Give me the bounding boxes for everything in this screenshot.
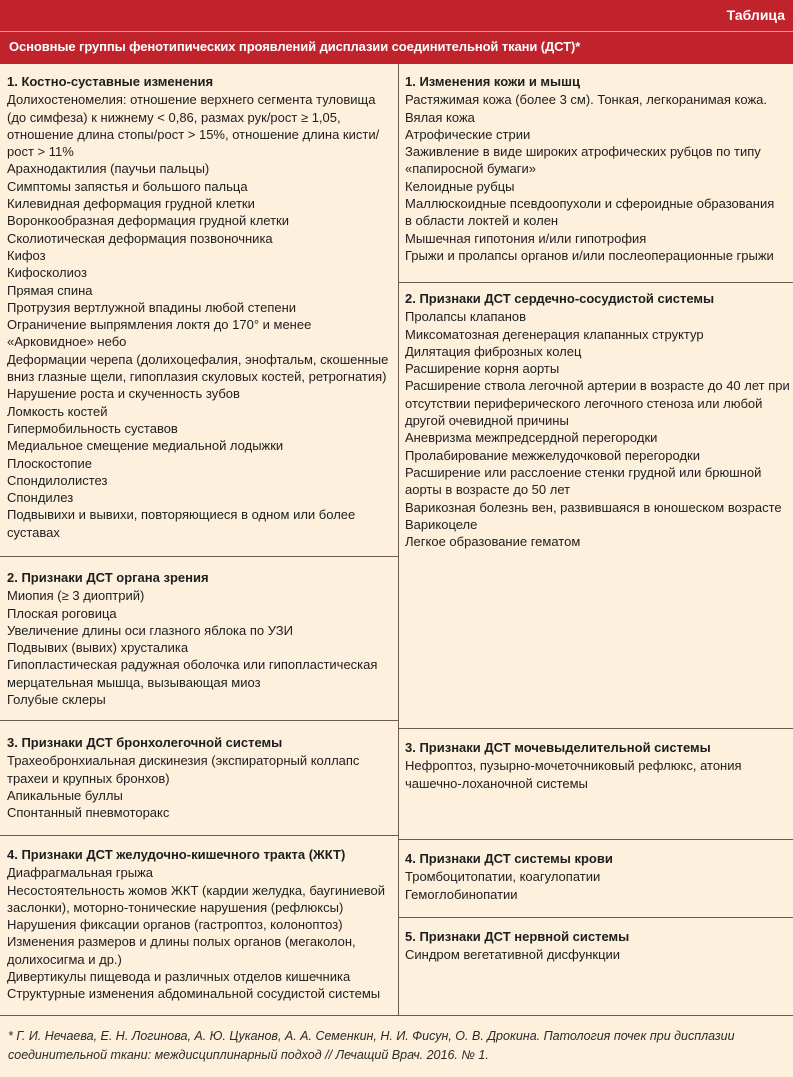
item-list — [7, 91, 393, 541]
list-item: Синдром вегетативной дисфункции — [405, 947, 621, 963]
table-label: Таблица — [726, 7, 785, 23]
list-item: Нефроптоз, пузырно-мочеточниковый рефлюкс, атония — [405, 758, 742, 774]
list-item: Плоская роговица — [7, 605, 117, 621]
footnote — [8, 1027, 783, 1065]
list-item: Симптомы запястья и большого пальца — [7, 178, 248, 194]
list-item: Голубые склеры — [7, 692, 106, 708]
list-item: Миопия (≥ 3 диоптрий) — [7, 588, 145, 604]
list-item: Расширение корня аорты — [405, 361, 560, 377]
list-item: Долихостеномелия: отношение верхнего сегмента туловища — [7, 92, 376, 108]
section-heading: 4. Признаки ДСТ системы крови — [405, 851, 613, 866]
item-list — [405, 757, 790, 792]
row-divider — [398, 728, 793, 729]
section-heading: 4. Признаки ДСТ желудочно-кишечного тракта (ЖКТ) — [7, 847, 346, 862]
list-item: Плоскостопие — [7, 455, 92, 471]
section-heading: 2. Признаки ДСТ органа зрения — [7, 570, 209, 585]
table-header — [0, 0, 793, 64]
item-list — [405, 308, 790, 550]
list-item: Варикозная болезнь вен, развившаяся в юношеском возрасте — [405, 499, 782, 515]
item-list — [7, 587, 393, 708]
list-item: Подвывихи и вывихи, повторяющиеся в одном или более — [7, 507, 356, 523]
list-item: вниз глазные щели, гипоплазия скуловых костей, ретрогнатия) — [7, 369, 387, 385]
item-list — [405, 91, 790, 264]
item-list — [7, 864, 393, 1002]
item-list — [405, 868, 790, 903]
list-item: Легкое образование гематом — [405, 534, 581, 550]
list-item: Гипопластическая радужная оболочка или гипопластическая — [7, 657, 378, 673]
list-item: трахеи и крупных бронхов) — [7, 770, 170, 786]
section-urinary — [405, 739, 790, 792]
item-list — [7, 752, 393, 821]
list-item: Грыжи и пролапсы органов и/или послеоперационные грыжи — [405, 247, 774, 263]
footnote-line: * Г. И. Нечаева, Е. Н. Логинова, А. Ю. Цуканов, А. А. Семенкин, Н. И. Фисун, О. В. Дрокина. Патология почек при дисплазии — [8, 1029, 735, 1043]
row-divider — [0, 835, 398, 836]
list-item: суставах — [7, 524, 60, 540]
column-divider — [398, 64, 399, 1015]
section-nervous — [405, 928, 790, 964]
row-divider — [0, 720, 398, 721]
list-item: в области локтей и колен — [405, 213, 559, 229]
list-item: «Арковидное» небо — [7, 334, 127, 350]
row-divider — [398, 282, 793, 283]
list-item: чашечно-лоханочной системы — [405, 775, 588, 791]
list-item: Килевидная деформация грудной клетки — [7, 196, 255, 212]
list-item: Увеличение длины оси глазного яблока по УЗИ — [7, 622, 293, 638]
row-divider — [0, 556, 398, 557]
list-item: Тромбоцитопатии, коагулопатии — [405, 869, 601, 885]
list-item: Вялая кожа — [405, 109, 475, 125]
list-item: Подвывих (вывих) хрусталика — [7, 640, 189, 656]
list-item: заслонки), моторно-тонические нарушения (рефлюксы) — [7, 899, 344, 915]
list-item: Спондилолистез — [7, 472, 108, 488]
section-skeletal — [7, 73, 393, 541]
list-item: Аневризма межпредсердной перегородки — [405, 430, 658, 446]
list-item: Дилятация фиброзных колец — [405, 343, 582, 359]
list-item: Арахнодактилия (паучьи пальцы) — [7, 161, 210, 177]
list-item: Структурные изменения абдоминальной сосудистой системы — [7, 986, 381, 1002]
row-divider — [398, 917, 793, 918]
section-gi — [7, 846, 393, 1003]
list-item: Пролапсы клапанов — [405, 309, 527, 325]
section-heading: 3. Признаки ДСТ мочевыделительной системы — [405, 740, 711, 755]
list-item: мерцательная мышца, вызывающая миоз — [7, 674, 261, 690]
list-item: Гемоглобинопатии — [405, 886, 518, 902]
list-item: Расширение ствола легочной артерии в возрасте до 40 лет при — [405, 378, 790, 394]
section-heading: 3. Признаки ДСТ бронхолегочной системы — [7, 735, 283, 750]
list-item: Расширение или расслоение стенки грудной или брюшной — [405, 464, 762, 480]
list-item: Деформации черепа (долихоцефалия, энофтальм, скошенные — [7, 351, 389, 367]
list-item: Кифосколиоз — [7, 265, 87, 281]
list-item: другой очевидной причины — [405, 413, 569, 429]
list-item: Медиальное смещение медиальной лодыжки — [7, 438, 284, 454]
section-skin — [405, 73, 790, 264]
list-item: Дивертикулы пищевода и различных отделов кишечника — [7, 969, 351, 985]
list-item: Спонтанный пневмоторакс — [7, 805, 170, 821]
section-heading: 2. Признаки ДСТ сердечно-сосудистой системы — [405, 291, 715, 306]
section-vision — [7, 569, 393, 708]
header-divider — [0, 31, 793, 32]
section-heading: 5. Признаки ДСТ нервной системы — [405, 929, 630, 944]
list-item: Спондилез — [7, 490, 74, 506]
table-title: Основные группы фенотипических проявлений дисплазии соединительной ткани (ДСТ)* — [9, 39, 581, 54]
list-item: (до симфеза) к нижнему < 0,86, размах рук/рост ≥ 1,05, — [7, 109, 341, 125]
list-item: Маллюскоидные псевдоопухоли и сфероидные образования — [405, 196, 775, 212]
list-item: Пролабирование межжелудочковой перегородки — [405, 447, 700, 463]
row-divider — [398, 839, 793, 840]
list-item: рост > 11% — [7, 144, 74, 160]
section-blood — [405, 850, 790, 903]
list-item: Несостоятельность жомов ЖКТ (кардии желудка, баугиниевой — [7, 882, 386, 898]
list-item: Варикоцеле — [405, 516, 478, 532]
list-item: Гипермобильность суставов — [7, 420, 178, 436]
list-item: Ломкость костей — [7, 403, 108, 419]
section-heading: 1. Костно-суставные изменения — [7, 74, 214, 89]
list-item: Диафрагмальная грыжа — [7, 865, 154, 881]
section-cardio — [405, 290, 790, 550]
list-item: Ограничение выпрямления локтя до 170° и менее — [7, 317, 312, 333]
list-item: отсутствии периферического легочного стеноза или любой — [405, 395, 763, 411]
list-item: Миксоматозная дегенерация клапанных структур — [405, 326, 704, 342]
list-item: Воронкообразная деформация грудной клетки — [7, 213, 289, 229]
list-item: долихосигма и др.) — [7, 951, 122, 967]
list-item: Прямая спина — [7, 282, 93, 298]
list-item: Заживление в виде широких атрофических рубцов по типу — [405, 144, 761, 160]
list-item: Нарушения фиксации органов (гастроптоз, колоноптоз) — [7, 917, 343, 933]
list-item: Мышечная гипотония и/или гипотрофия — [405, 230, 647, 246]
section-broncho — [7, 734, 393, 821]
section-heading: 1. Изменения кожи и мышц — [405, 74, 580, 89]
list-item: Кифоз — [7, 247, 46, 263]
list-item: Нарушение роста и скученность зубов — [7, 386, 240, 402]
list-item: Атрофические стрии — [405, 126, 531, 142]
list-item: «папиросной бумаги» — [405, 161, 536, 177]
list-item: аорты в возрасте до 50 лет — [405, 482, 571, 498]
list-item: Апикальные буллы — [7, 787, 123, 803]
list-item: Сколиотическая деформация позвоночника — [7, 230, 273, 246]
footnote-line: соединительной ткани: междисциплинарный подход // Лечащий Врач. 2016. № 1. — [8, 1048, 489, 1062]
list-item: Келоидные рубцы — [405, 178, 515, 194]
list-item: Растяжимая кожа (более 3 см). Тонкая, легкоранимая кожа. — [405, 92, 768, 108]
list-item: отношение длина стопы/рост > 15%, отношение длина кисти/ — [7, 126, 380, 142]
list-item: Протрузия вертлужной впадины любой степени — [7, 299, 297, 315]
item-list — [405, 946, 790, 963]
list-item: Изменения размеров и длины полых органов (мегаколон, — [7, 934, 356, 950]
list-item: Трахеобронхиальная дискинезия (экспираторный коллапс — [7, 753, 360, 769]
table-grid — [0, 64, 793, 1016]
